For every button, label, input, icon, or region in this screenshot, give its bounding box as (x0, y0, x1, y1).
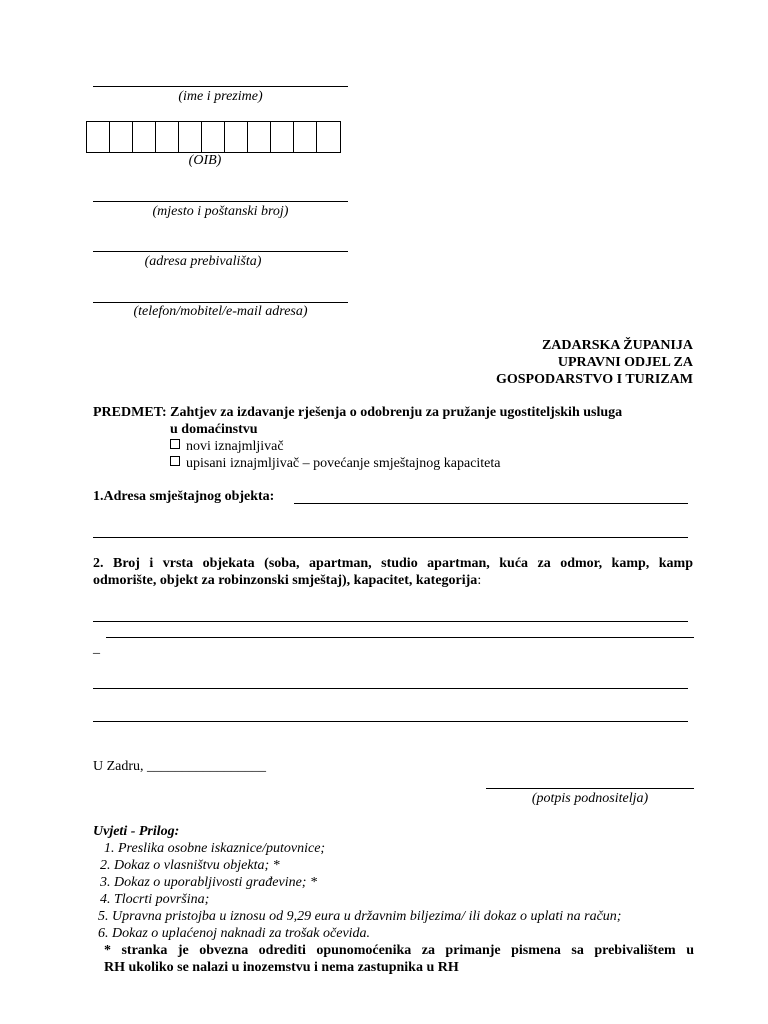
place-label: U Zadru, (93, 759, 144, 774)
condition-item-5: 5. Upravna pristojba u iznosu od 9,29 eura u državnim biljezima/ ili dokaz o uplati na račun; (98, 909, 622, 924)
recipient-line-3: GOSPODARSTVO I TURIZAM (495, 372, 693, 387)
note-line-1: * stranka je obvezna odrediti opunomoćenika za primanje pismena sa prebivalištem u (104, 943, 694, 958)
checkbox-icon[interactable] (170, 439, 180, 449)
place-caption: (mjesto i poštanski broj) (152, 204, 289, 219)
place-line[interactable] (93, 201, 348, 202)
option-new-label: novi iznajmljivač (186, 439, 284, 454)
option-new-renter[interactable] (170, 439, 284, 455)
condition-item-2: 2. Dokaz o vlasništvu objekta; * (100, 858, 280, 873)
oib-caption: (OIB) (188, 153, 222, 168)
contact-line[interactable] (93, 302, 348, 303)
section2-colon: : (477, 573, 482, 588)
condition-item-1: 1. Preslika osobne iskaznice/putovnice; (104, 841, 326, 856)
oib-cell[interactable] (294, 122, 317, 152)
section1-label: 1.Adresa smještajnog objekta: (93, 489, 275, 504)
signature-line[interactable] (486, 788, 694, 789)
name-caption: (ime i prezime) (178, 89, 263, 104)
name-line[interactable] (93, 86, 348, 87)
oib-cell[interactable] (317, 122, 340, 152)
subject-text-cont: u domaćinstvu (170, 422, 258, 437)
condition-item-4: 4. Tlocrti površina; (100, 892, 210, 907)
option-registered-renter[interactable] (170, 456, 501, 472)
address-caption: (adresa prebivališta) (144, 254, 262, 269)
conditions-title: Uvjeti - Prilog: (93, 824, 180, 839)
section2-input-line-4[interactable] (93, 721, 688, 722)
oib-cell[interactable] (87, 122, 110, 152)
oib-cell[interactable] (271, 122, 294, 152)
section2-stray-underscore: _ (93, 641, 100, 656)
oib-cell[interactable] (110, 122, 133, 152)
oib-cell[interactable] (202, 122, 225, 152)
section2-input-line-2[interactable] (106, 637, 694, 638)
oib-cell[interactable] (156, 122, 179, 152)
subject-label: PREDMET: (93, 405, 167, 420)
recipient-line-2: UPRAVNI ODJEL ZA (557, 355, 693, 370)
option-registered-label: upisani iznajmljivač – povećanje smještajnog kapaciteta (186, 456, 501, 471)
note-line-2: RH ukoliko se nalazi u inozemstvu i nema zastupnika u RH (104, 960, 459, 975)
oib-cell[interactable] (133, 122, 156, 152)
section2-text-2: odmorište, objekt za robinzonski smještaj), kapacitet, kategorija (93, 573, 478, 588)
section2-input-line-1[interactable] (93, 621, 688, 622)
condition-item-6: 6. Dokaz o uplaćenoj naknadi za trošak očevida. (98, 926, 371, 941)
signature-caption: (potpis podnositelja) (531, 791, 649, 806)
contact-caption: (telefon/mobitel/e-mail adresa) (133, 304, 308, 319)
section2-input-line-3[interactable] (93, 688, 688, 689)
place-date[interactable] (93, 759, 266, 775)
oib-cell[interactable] (225, 122, 248, 152)
oib-cell[interactable] (179, 122, 202, 152)
section1-input-line-2[interactable] (93, 537, 688, 538)
address-line[interactable] (93, 251, 348, 252)
subject-heading (93, 405, 622, 421)
oib-cell[interactable] (248, 122, 271, 152)
condition-item-3: 3. Dokaz o uporabljivosti građevine; * (100, 875, 317, 890)
section1-input-line[interactable] (294, 503, 688, 504)
subject-text: Zahtjev za izdavanje rješenja o odobrenju za pružanje ugostiteljskih usluga (170, 405, 623, 420)
section2-line-1: 2. Broj i vrsta objekata (soba, apartman, studio apartman, kuća za odmor, kamp, kamp (93, 556, 693, 571)
oib-boxes[interactable] (86, 121, 341, 153)
section2-line-2 (93, 573, 481, 589)
checkbox-icon[interactable] (170, 456, 180, 466)
recipient-line-1: ZADARSKA ŽUPANIJA (541, 338, 693, 353)
date-blank[interactable]: _________________ (147, 759, 267, 774)
